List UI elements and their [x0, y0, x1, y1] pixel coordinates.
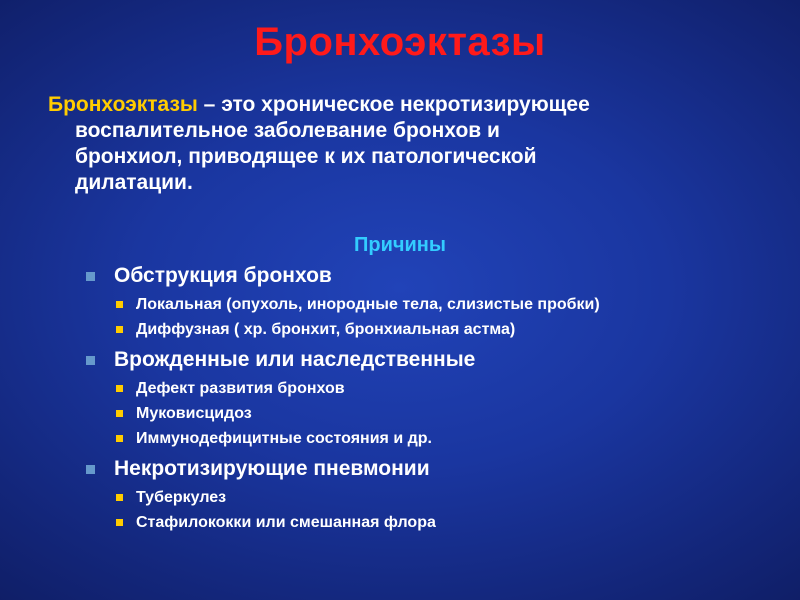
square-bullet-icon	[116, 301, 123, 308]
cause-subitem-label: Диффузная ( хр. бронхит, бронхиальная астма)	[136, 321, 516, 338]
definition-line	[48, 92, 768, 118]
cause-subitem-label: Туберкулез	[136, 489, 227, 506]
cause-subitem	[116, 485, 786, 510]
cause-subitem	[116, 317, 786, 342]
cause-subitems	[116, 290, 786, 346]
cause-subitem	[116, 401, 786, 426]
cause-subitem	[116, 510, 786, 535]
square-bullet-icon	[116, 385, 123, 392]
cause-item	[86, 262, 786, 290]
cause-subitem-label: Дефект развития бронхов	[136, 380, 345, 397]
square-bullet-icon	[86, 272, 95, 281]
square-bullet-icon	[86, 356, 95, 365]
cause-label: Обструкция бронхов	[114, 264, 332, 287]
square-bullet-icon	[116, 435, 123, 442]
cause-subitems	[116, 483, 786, 539]
definition-paragraph	[48, 92, 768, 196]
cause-subitem-label: Стафилококки или смешанная флора	[136, 514, 436, 531]
causes-heading: Причины	[354, 234, 446, 256]
square-bullet-icon	[116, 519, 123, 526]
definition-line: бронхиол, приводящее к их патологической	[75, 145, 537, 168]
square-bullet-icon	[116, 494, 123, 501]
cause-subitem-label: Локальная (опухоль, инородные тела, слизистые пробки)	[136, 296, 600, 313]
cause-label: Некротизирующие пневмонии	[114, 457, 430, 480]
cause-subitem	[116, 426, 786, 451]
definition-term: Бронхоэктазы	[48, 93, 198, 116]
square-bullet-icon	[116, 410, 123, 417]
slide-title: Бронхоэктазы	[254, 20, 546, 64]
definition-line: дилатации.	[75, 171, 193, 194]
cause-subitem-label: Муковисцидоз	[136, 405, 252, 422]
definition-text: – это хроническое некротизирующее	[197, 93, 590, 116]
cause-label: Врожденные или наследственные	[114, 348, 476, 371]
cause-subitem	[116, 292, 786, 317]
cause-item	[86, 346, 786, 374]
cause-item	[86, 455, 786, 483]
square-bullet-icon	[86, 465, 95, 474]
cause-subitems	[116, 374, 786, 455]
cause-subitem-label: Иммунодефицитные состояния и др.	[136, 430, 432, 447]
cause-subitem	[116, 376, 786, 401]
definition-line: воспалительное заболевание бронхов и	[75, 119, 500, 142]
square-bullet-icon	[116, 326, 123, 333]
causes-list	[86, 262, 786, 539]
